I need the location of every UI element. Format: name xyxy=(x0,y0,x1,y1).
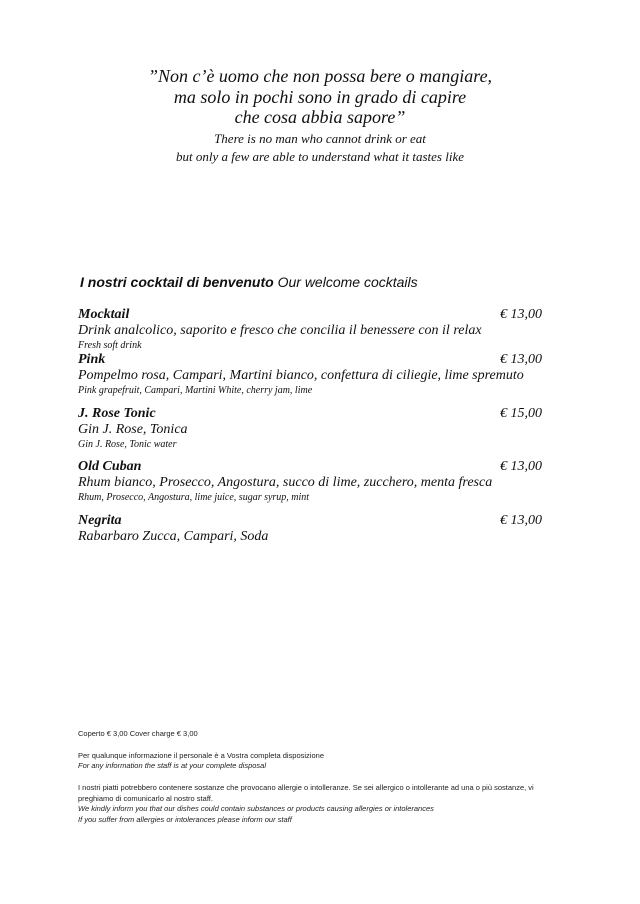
allergy-english-2: If you suffer from allergies or intolerances please inform our staff xyxy=(78,815,292,824)
info-english: For any information the staff is at your complete disposal xyxy=(78,761,267,770)
item-translation: Gin J. Rose, Tonic water xyxy=(78,439,177,450)
item-translation: Fresh soft drink xyxy=(78,340,142,351)
cover-charge: Coperto € 3,00 Cover charge € 3,00 xyxy=(78,729,198,738)
allergy-english-1: We kindly inform you that our dishes could contain substances or products causing allergies or intolerances xyxy=(78,804,434,813)
item-price: € 13,00 xyxy=(500,307,542,322)
item-name: Negrita xyxy=(78,513,122,528)
item-description: Pompelmo rosa, Campari, Martini bianco, confettura di ciliegie, lime spremuto xyxy=(78,368,524,383)
item-name: Old Cuban xyxy=(78,459,142,474)
item-price: € 13,00 xyxy=(500,459,542,474)
info-italian: Per qualunque informazione il personale è a Vostra completa disposizione xyxy=(78,751,324,760)
item-description: Drink analcolico, saporito e fresco che concilia il benessere con il relax xyxy=(78,323,482,338)
allergy-italian: I nostri piatti potrebbero contenere sostanze che provocano allergie o intolleranze. Se sei allergico o intollerante ad una o più sostanze, vi preghiamo di comunicarlo al nostro staff. xyxy=(78,783,534,803)
item-name: Pink xyxy=(78,352,106,367)
menu-item xyxy=(78,513,542,545)
heading-italian: I nostri cocktail di benvenuto xyxy=(80,274,274,290)
item-price: € 15,00 xyxy=(500,406,542,421)
item-name: J. Rose Tonic xyxy=(78,406,156,421)
menu-item xyxy=(78,352,542,397)
item-description: Rabarbaro Zucca, Campari, Soda xyxy=(78,529,269,544)
quote-translation-2: but only a few are able to understand what it tastes like xyxy=(175,149,465,164)
menu-item xyxy=(78,459,542,504)
item-price: € 13,00 xyxy=(500,513,542,528)
heading-english: Our welcome cocktails xyxy=(277,274,418,290)
quote-line-1: ”Non c’è uomo che non possa bere o mangiare, xyxy=(147,66,493,86)
item-price: € 13,00 xyxy=(500,352,542,367)
section-heading xyxy=(80,274,418,290)
menu-item xyxy=(78,406,542,451)
item-description: Gin J. Rose, Tonica xyxy=(78,422,188,437)
menu-item xyxy=(78,307,542,352)
quote-translation-1: There is no man who cannot drink or eat xyxy=(214,131,426,146)
quote-line-2: ma solo in pochi sono in grado di capire xyxy=(173,87,467,107)
quote-line-3: che cosa abbia sapore” xyxy=(234,107,406,127)
item-name: Mocktail xyxy=(78,307,130,322)
item-translation: Pink grapefruit, Campari, Martini White, cherry jam, lime xyxy=(78,385,313,396)
item-translation: Rhum, Prosecco, Angostura, lime juice, sugar syrup, mint xyxy=(78,492,310,503)
item-description: Rhum bianco, Prosecco, Angostura, succo di lime, zucchero, menta fresca xyxy=(78,475,493,490)
